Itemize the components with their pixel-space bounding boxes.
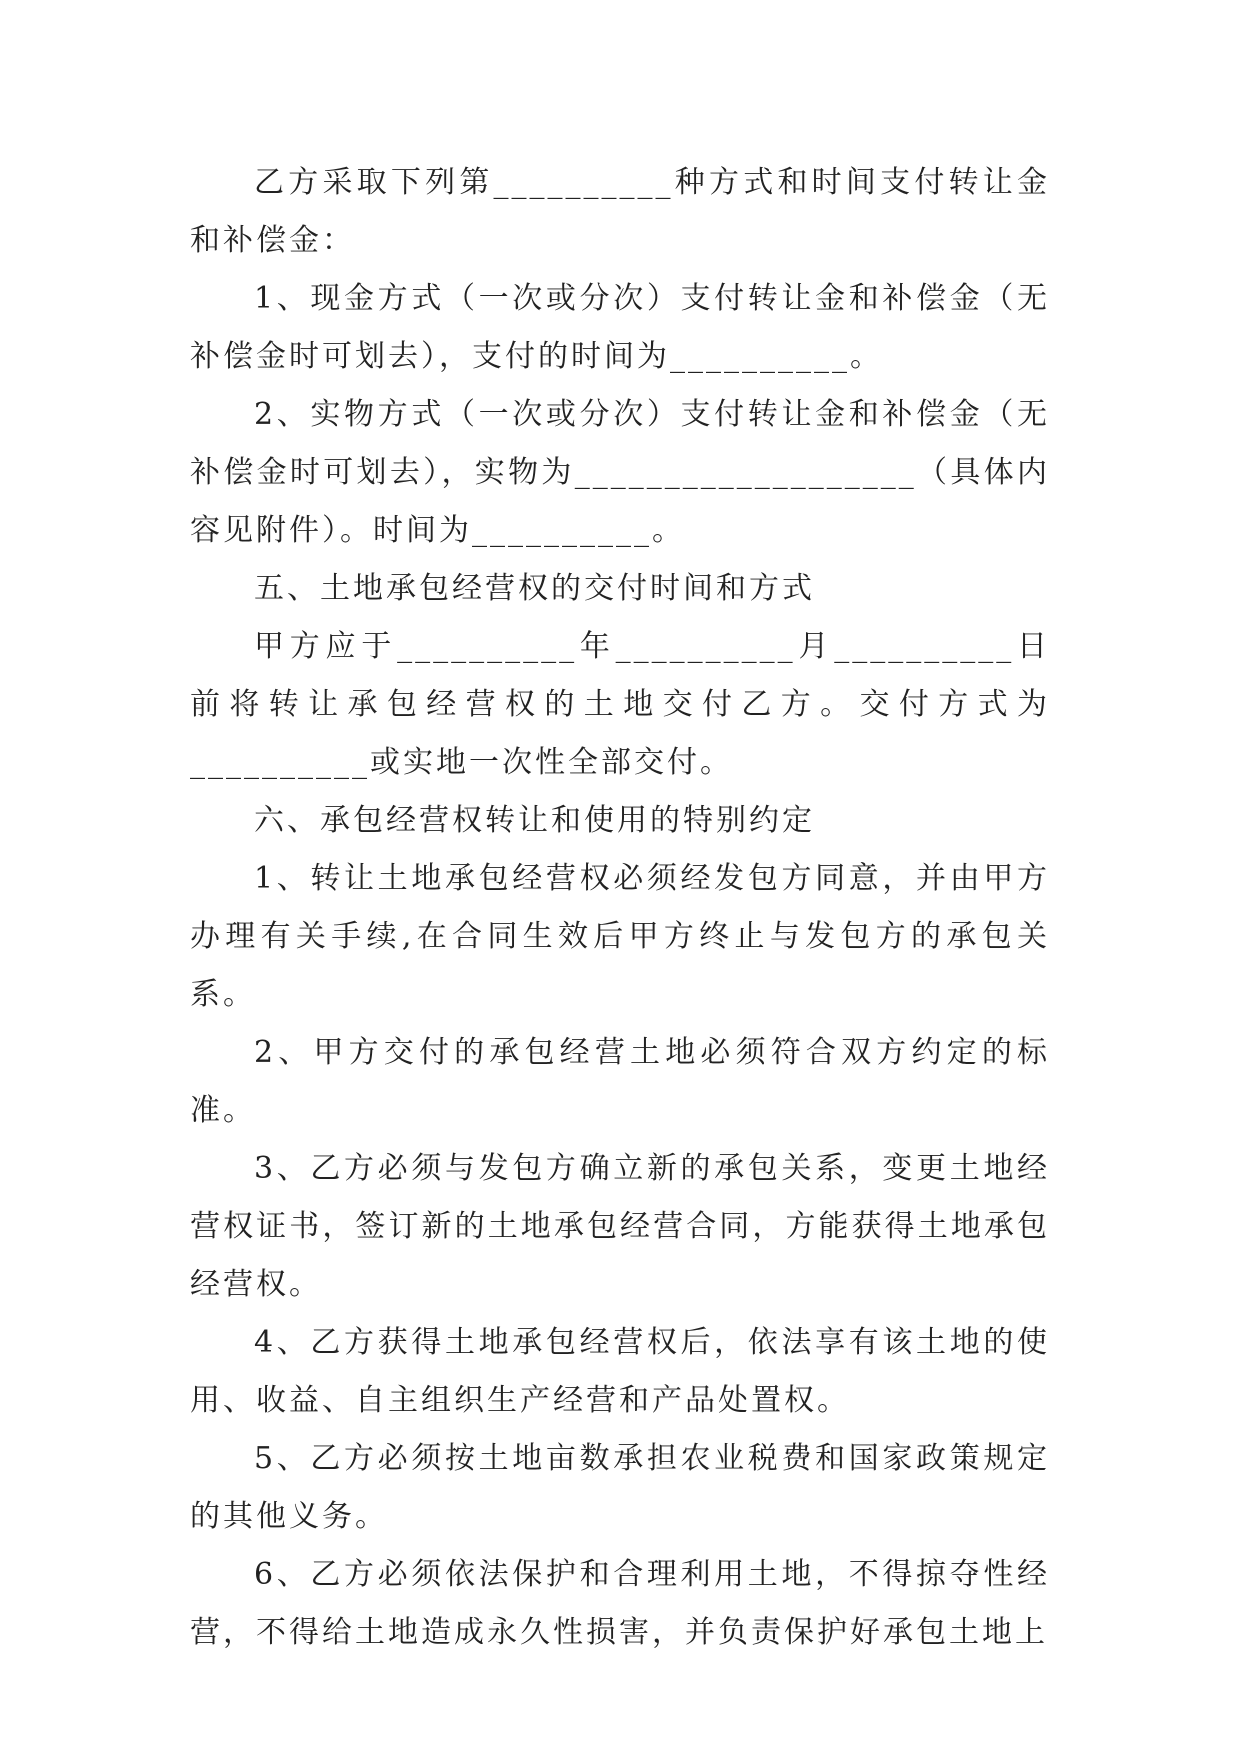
paragraph-term-2: 2、甲方交付的承包经营土地必须符合双方约定的标准。 bbox=[190, 1035, 1050, 1128]
paragraph-cash-payment: 1、现金方式（一次或分次）支付转让金和补偿金（无补偿金时可划去），支付的时间为__________。 bbox=[190, 281, 1050, 374]
paragraph-delivery-date: 甲方应于__________年__________月__________日前将转让承包经营权的土地交付乙方。交付方式为__________或实地一次性全部交付。 bbox=[190, 629, 1050, 780]
paragraph-in-kind-payment: 2、实物方式（一次或分次）支付转让金和补偿金（无补偿金时可划去），实物为___________________（具体内容见附件）。时间为__________。 bbox=[190, 397, 1050, 548]
paragraph-payment-method: 乙方采取下列第__________种方式和时间支付转让金和补偿金： bbox=[190, 165, 1050, 258]
paragraph-term-6: 6、乙方必须依法保护和合理利用土地，不得掠夺性经营，不得给土地造成永久性损害，并负责保护好承包土地上 bbox=[190, 1557, 1050, 1650]
paragraph-term-3: 3、乙方必须与发包方确立新的承包关系，变更土地经营权证书，签订新的土地承包经营合同，方能获得土地承包经营权。 bbox=[190, 1151, 1050, 1302]
section-heading-delivery: 五、土地承包经营权的交付时间和方式 bbox=[254, 571, 815, 606]
paragraph-term-5: 5、乙方必须按土地亩数承担农业税费和国家政策规定的其他义务。 bbox=[190, 1441, 1050, 1534]
paragraph-term-1: 1、转让土地承包经营权必须经发包方同意，并由甲方办理有关手续,在合同生效后甲方终止与发包方的承包关系。 bbox=[190, 861, 1050, 1012]
paragraph-term-4: 4、乙方获得土地承包经营权后，依法享有该土地的使用、收益、自主组织生产经营和产品处置权。 bbox=[190, 1325, 1050, 1418]
section-heading-special-terms: 六、承包经营权转让和使用的特别约定 bbox=[254, 803, 815, 838]
document-body bbox=[190, 154, 1050, 1662]
